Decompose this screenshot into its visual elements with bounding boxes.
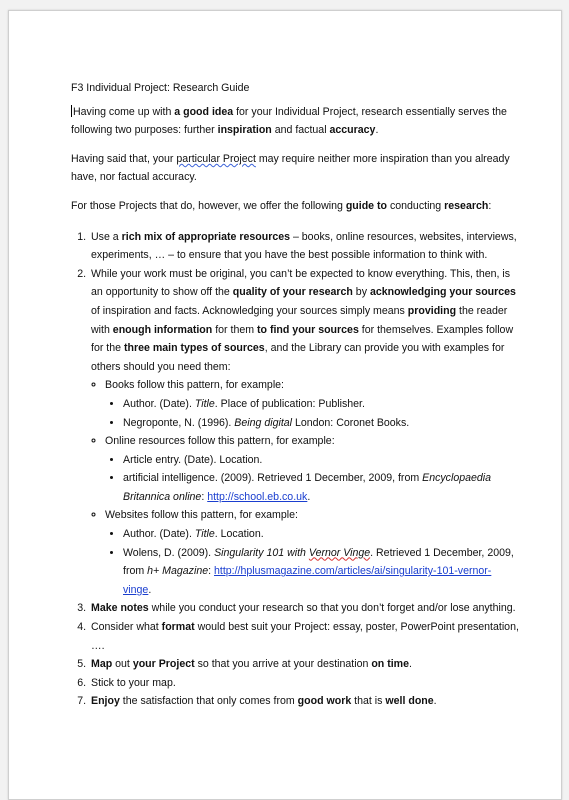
list-item: 4. Consider what format would best suit your Project: essay, poster, PowerPoint presentation, ….	[89, 618, 519, 655]
text-cursor	[71, 105, 72, 117]
research-steps-list	[71, 228, 519, 711]
list-item: 7. Enjoy the satisfaction that only comes from good work that is well done.	[89, 692, 519, 711]
document-page	[8, 10, 562, 800]
document-body	[71, 79, 519, 711]
list-item: 1. Use a rich mix of appropriate resources – books, online resources, websites, interviews, experiments, … – to ensure that you have the best possible information to think with.	[89, 228, 519, 265]
list-item: 2. While your work must be original, you can’t be expected to know everything. This, then, is an opportunity to show off the quality of your research by acknowledging your sources of inspiration and facts. Acknowledging your sources simply means providing the reader with enough information for them to find your sources for themselves. Examples follow for the three main types of sources, and the Library can provide you with examples for others should you need them: ◦ Books follow this pattern, for example: • Author. (Date). Title. Place of publication: Publisher. • Negroponte, N. (1996). Being digital London: Coronet Books. ◦ Online resources follow this pattern, for example: • Article entry. (Date). Location. • artificial intelligence. (2009). Retrieved 1 December, 2009, from Encyclopaedia Britannica online: http://school.eb.co.uk. ◦ Websites follow this pattern, for example: • Author. (Date). Title. Location. • Wolens, D. (2009). Singularity 101 with Vernor Vinge. Retrieved 1 December, 2009, from h+ Magazine: http://hplusmagazine.com/articles/ai/singularity-101-vernor-vinge.	[89, 265, 519, 600]
list-item: ◦ Online resources follow this pattern, for example: • Article entry. (Date). Location. • artificial intelligence. (2009). Retrieved 1 December, 2009, from Encyclopaedia Britannica online: http://school.eb.co.uk.	[105, 432, 519, 506]
list-item: 3. Make notes while you conduct your research so that you don’t forget and/or lose anything.	[89, 599, 519, 618]
books-examples-list	[105, 395, 519, 432]
intro-paragraph-3: For those Projects that do, however, we offer the following guide to conducting research:	[71, 199, 492, 212]
document-title: F3 Individual Project: Research Guide	[71, 82, 250, 94]
hplus-magazine-link[interactable]: http://hplusmagazine.com/articles/ai/singularity-101-vernor-vinge	[123, 565, 492, 596]
list-item: 5. Map out your Project so that you arrive at your destination on time.	[89, 655, 519, 674]
list-item: ◦ Books follow this pattern, for example: • Author. (Date). Title. Place of publication: Publisher. • Negroponte, N. (1996). Being digital London: Coronet Books.	[105, 376, 519, 432]
britannica-link[interactable]: http://school.eb.co.uk	[207, 490, 308, 503]
list-item: • Negroponte, N. (1996). Being digital London: Coronet Books.	[123, 414, 519, 433]
list-item: • artificial intelligence. (2009). Retrieved 1 December, 2009, from Encyclopaedia Britannica online: http://school.eb.co.uk.	[123, 469, 519, 506]
intro-paragraph-1: Having come up with a good idea for your Individual Project, research essentially serves the following two purposes: further inspiration and factual accuracy.	[71, 105, 507, 137]
online-examples-list	[105, 451, 519, 507]
spelling-flagged-text[interactable]: Vernor Vinge	[308, 546, 371, 559]
websites-examples-list	[105, 525, 519, 599]
list-item: • Wolens, D. (2009). Singularity 101 with Vernor Vinge. Retrieved 1 December, 2009, from h+ Magazine: http://hplusmagazine.com/articles/ai/singularity-101-vernor-vinge.	[123, 544, 519, 600]
list-item: • Article entry. (Date). Location.	[123, 451, 519, 470]
list-item: • Author. (Date). Title. Location.	[123, 525, 519, 544]
list-item: ◦ Websites follow this pattern, for example: • Author. (Date). Title. Location. • Wolens, D. (2009). Singularity 101 with Vernor Vinge. Retrieved 1 December, 2009, from h+ Magazine: http://hplusmagazine.com/articles/ai/singularity-101-vernor-vinge.	[105, 506, 519, 599]
grammar-flagged-text[interactable]: particular Project	[176, 152, 256, 165]
list-item: • Author. (Date). Title. Place of publication: Publisher.	[123, 395, 519, 414]
source-types-list	[91, 376, 519, 599]
list-item: 6. Stick to your map.	[89, 674, 519, 693]
intro-paragraph-2: Having said that, your particular Project may require neither more inspiration than you already have, nor factual accuracy.	[71, 152, 510, 184]
